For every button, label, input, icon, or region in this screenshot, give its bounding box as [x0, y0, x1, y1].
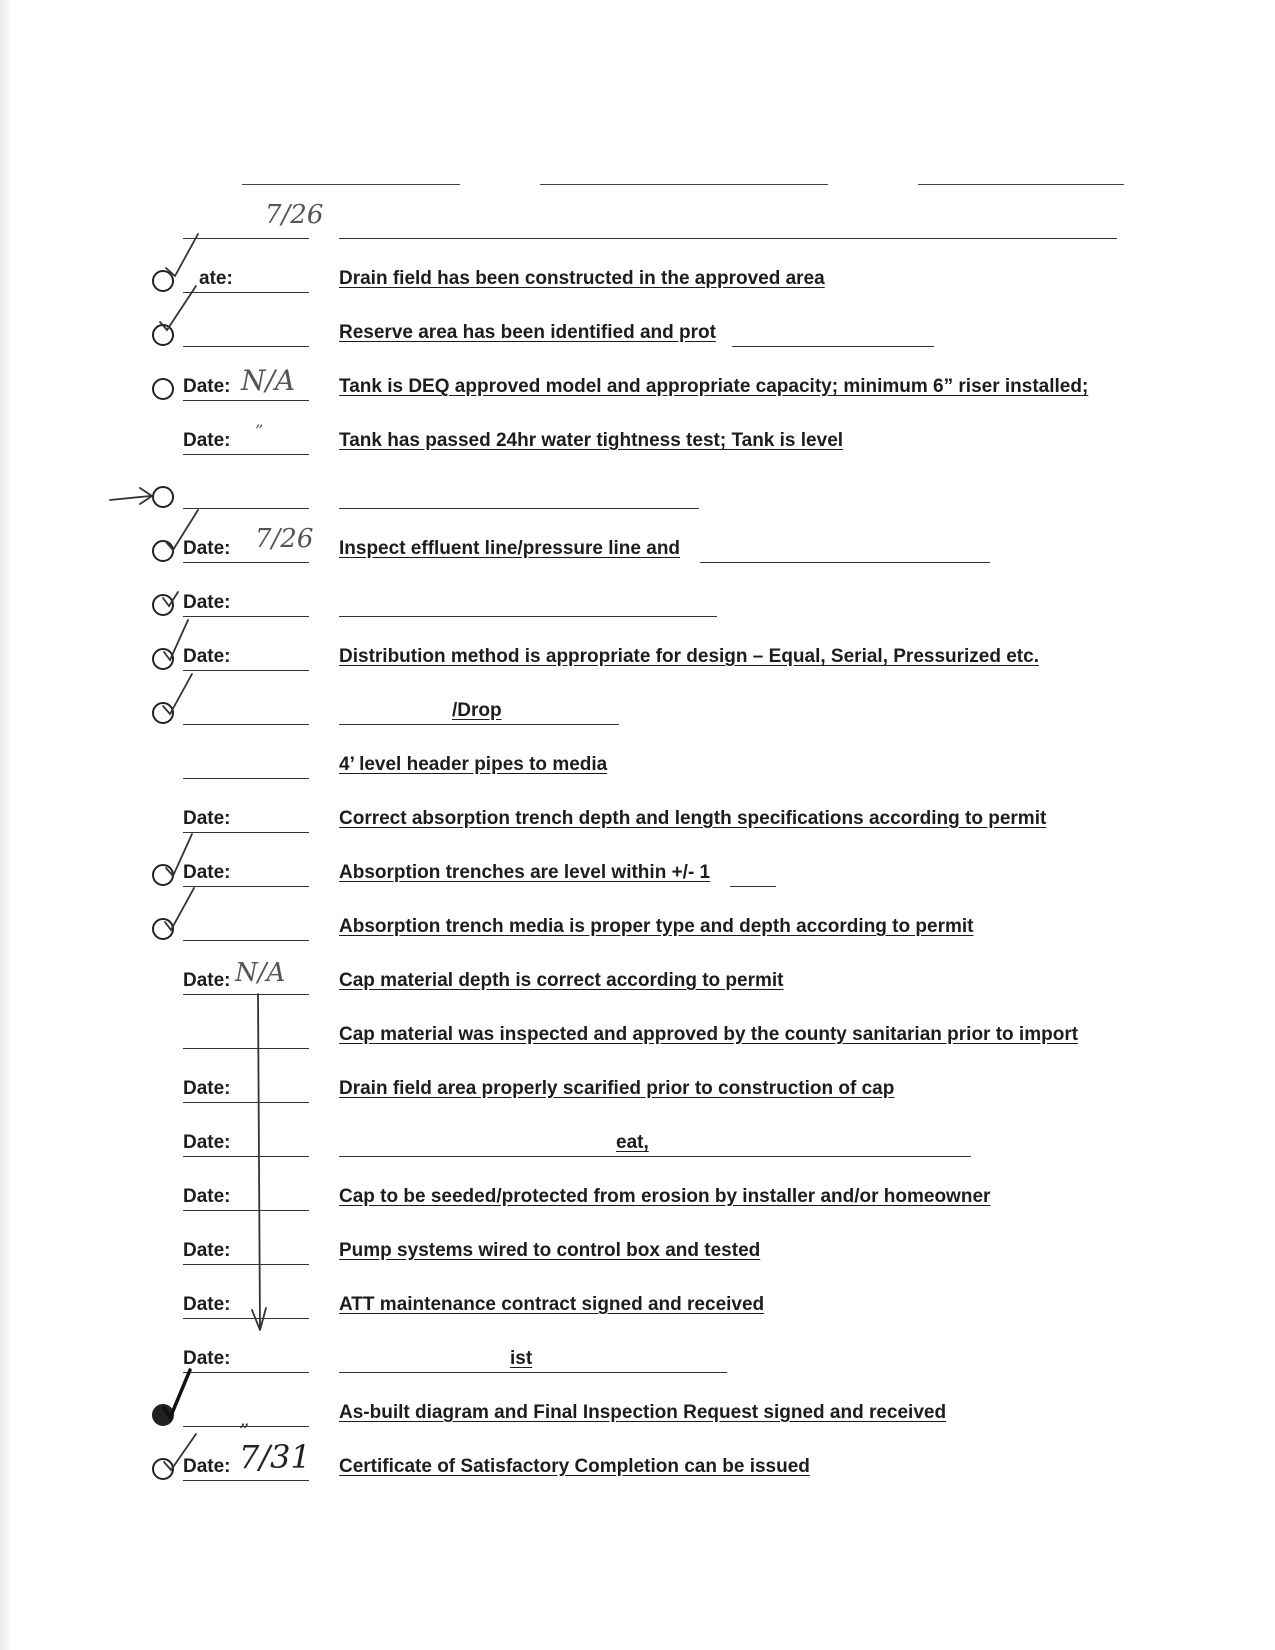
checklist-item-text: Drain field has been constructed in the approved area	[339, 268, 825, 289]
date-field[interactable]: Date:	[183, 590, 309, 617]
checklist-row	[0, 958, 1275, 998]
handwritten-date: 7/26	[255, 524, 314, 554]
header-blank-1	[242, 184, 460, 185]
checklist-row	[0, 364, 1275, 404]
checklist-item-text: Cap to be seeded/protected from erosion by installer and/or homeowner	[339, 1186, 991, 1207]
checklist-row	[0, 806, 1275, 836]
check-circle[interactable]	[152, 378, 174, 400]
header-blank-2	[540, 184, 828, 185]
item-blank-line	[732, 346, 934, 347]
header-blank-3	[918, 184, 1124, 185]
checklist-item-text: As-built diagram and Final Inspection Request signed and received	[339, 1402, 947, 1423]
checklist-item-text: Drain field area properly scarified prior to construction of cap	[339, 1078, 895, 1099]
checklist-row	[0, 1292, 1275, 1322]
checklist-row	[0, 1400, 1275, 1443]
date-field[interactable]: Date:	[183, 1076, 309, 1103]
checklist-item-text: Absorption trench media is proper type and depth according to permit	[339, 916, 974, 937]
checklist-item-text: Distribution method is appropriate for design – Equal, Serial, Pressurized etc.	[339, 646, 1039, 667]
date-field[interactable]: Date:	[183, 1130, 309, 1157]
date-field[interactable]	[183, 914, 309, 941]
handwritten-date: 7/31	[239, 1438, 311, 1476]
item-blank-line	[339, 616, 717, 617]
checklist-row	[0, 1022, 1275, 1052]
checklist-item-text: Inspect effluent line/pressure line and	[339, 538, 681, 559]
date-field[interactable]: Date: ”	[183, 428, 309, 455]
checklist-row	[0, 200, 1275, 242]
date-field[interactable]	[183, 1400, 309, 1443]
date-field[interactable]	[183, 698, 309, 725]
checklist-row	[0, 524, 1275, 566]
checklist-item-text: Cap material was inspected and approved by the county sanitarian prior to import	[339, 1024, 1079, 1045]
checklist-item-text: Certificate of Satisfactory Completion can be issued	[339, 1456, 810, 1477]
date-field[interactable]: Date:	[183, 806, 309, 833]
check-circle[interactable]	[152, 702, 174, 724]
handwritten-date: ”	[255, 421, 264, 440]
checklist-item-text: Correct absorption trench depth and length specifications according to permit	[339, 808, 1047, 829]
check-circle[interactable]	[152, 324, 174, 346]
date-field[interactable]: Date:	[183, 1346, 309, 1373]
checklist-row	[0, 590, 1275, 620]
handwritten-date: 7/26	[265, 200, 324, 230]
handwritten-date: N/A	[235, 958, 286, 988]
item-blank-line	[339, 724, 619, 725]
handwritten-mark: ”	[239, 1419, 250, 1443]
checklist-row	[0, 421, 1275, 458]
item-blank-line	[730, 886, 776, 887]
date-field[interactable]: Date: 7/26	[183, 536, 309, 563]
date-field[interactable]	[183, 200, 324, 239]
checklist-item-text: Tank is DEQ approved model and appropriate capacity; minimum 6” riser installed;	[339, 376, 1089, 397]
check-circle[interactable]	[152, 270, 174, 292]
checklist-item-text: ATT maintenance contract signed and received	[339, 1294, 765, 1315]
checklist-item-text: Pump systems wired to control box and tested	[339, 1240, 761, 1261]
check-circle[interactable]	[152, 486, 174, 508]
date-field[interactable]: Date: N/A	[183, 968, 309, 995]
check-circle[interactable]	[152, 594, 174, 616]
date-field[interactable]	[183, 320, 309, 347]
checklist-item-text: ist	[510, 1348, 533, 1369]
checklist-row	[0, 1184, 1275, 1214]
handwritten-date: N/A	[241, 364, 296, 397]
date-field[interactable]: Date: 7/31	[183, 1454, 309, 1481]
checklist-row	[0, 1130, 1275, 1160]
check-circle[interactable]	[152, 648, 174, 670]
checklist-item-text: Tank has passed 24hr water tightness test; Tank is level	[339, 430, 844, 451]
date-field[interactable]: Date:	[183, 1292, 309, 1319]
item-blank-line	[700, 562, 990, 563]
checklist-item-text: /Drop	[452, 700, 502, 721]
checklist-row	[0, 482, 1275, 512]
checklist-row	[0, 1438, 1275, 1484]
checklist-row	[0, 860, 1275, 890]
date-field[interactable]: Date: N/A	[183, 374, 309, 401]
item-blank-line	[339, 508, 699, 509]
item-blank-line	[339, 1372, 727, 1373]
date-field[interactable]: Date:	[183, 1184, 309, 1211]
date-field[interactable]	[183, 482, 309, 509]
checklist-item-text: Cap material depth is correct according to permit	[339, 970, 784, 991]
item-blank-line	[339, 1156, 971, 1157]
item-blank-line	[339, 238, 1117, 239]
checklist-row	[0, 1238, 1275, 1268]
checklist-item-text: Absorption trenches are level within +/- 1	[339, 862, 711, 883]
date-field[interactable]: ate:	[183, 266, 309, 293]
checklist-row	[0, 914, 1275, 944]
date-field[interactable]: Date:	[183, 644, 309, 671]
check-circle[interactable]	[152, 918, 174, 940]
checklist-row	[0, 320, 1275, 350]
checklist-row	[0, 698, 1275, 728]
date-field[interactable]: Date:	[183, 860, 309, 887]
checklist-row	[0, 266, 1275, 296]
checklist-row	[0, 752, 1275, 782]
checklist-row	[0, 1346, 1275, 1376]
checklist-row	[0, 644, 1275, 674]
checklist-item-text: 4’ level header pipes to media	[339, 754, 608, 775]
check-circle[interactable]	[152, 540, 174, 562]
date-field[interactable]	[183, 752, 309, 779]
check-circle[interactable]	[152, 1404, 174, 1426]
checklist-row	[0, 1076, 1275, 1106]
check-circle[interactable]	[152, 1458, 174, 1480]
date-field[interactable]	[183, 1022, 309, 1049]
check-circle[interactable]	[152, 864, 174, 886]
checklist-item-text: Reserve area has been identified and prot	[339, 322, 716, 343]
checklist-item-text: eat,	[616, 1132, 649, 1153]
date-field[interactable]: Date:	[183, 1238, 309, 1265]
